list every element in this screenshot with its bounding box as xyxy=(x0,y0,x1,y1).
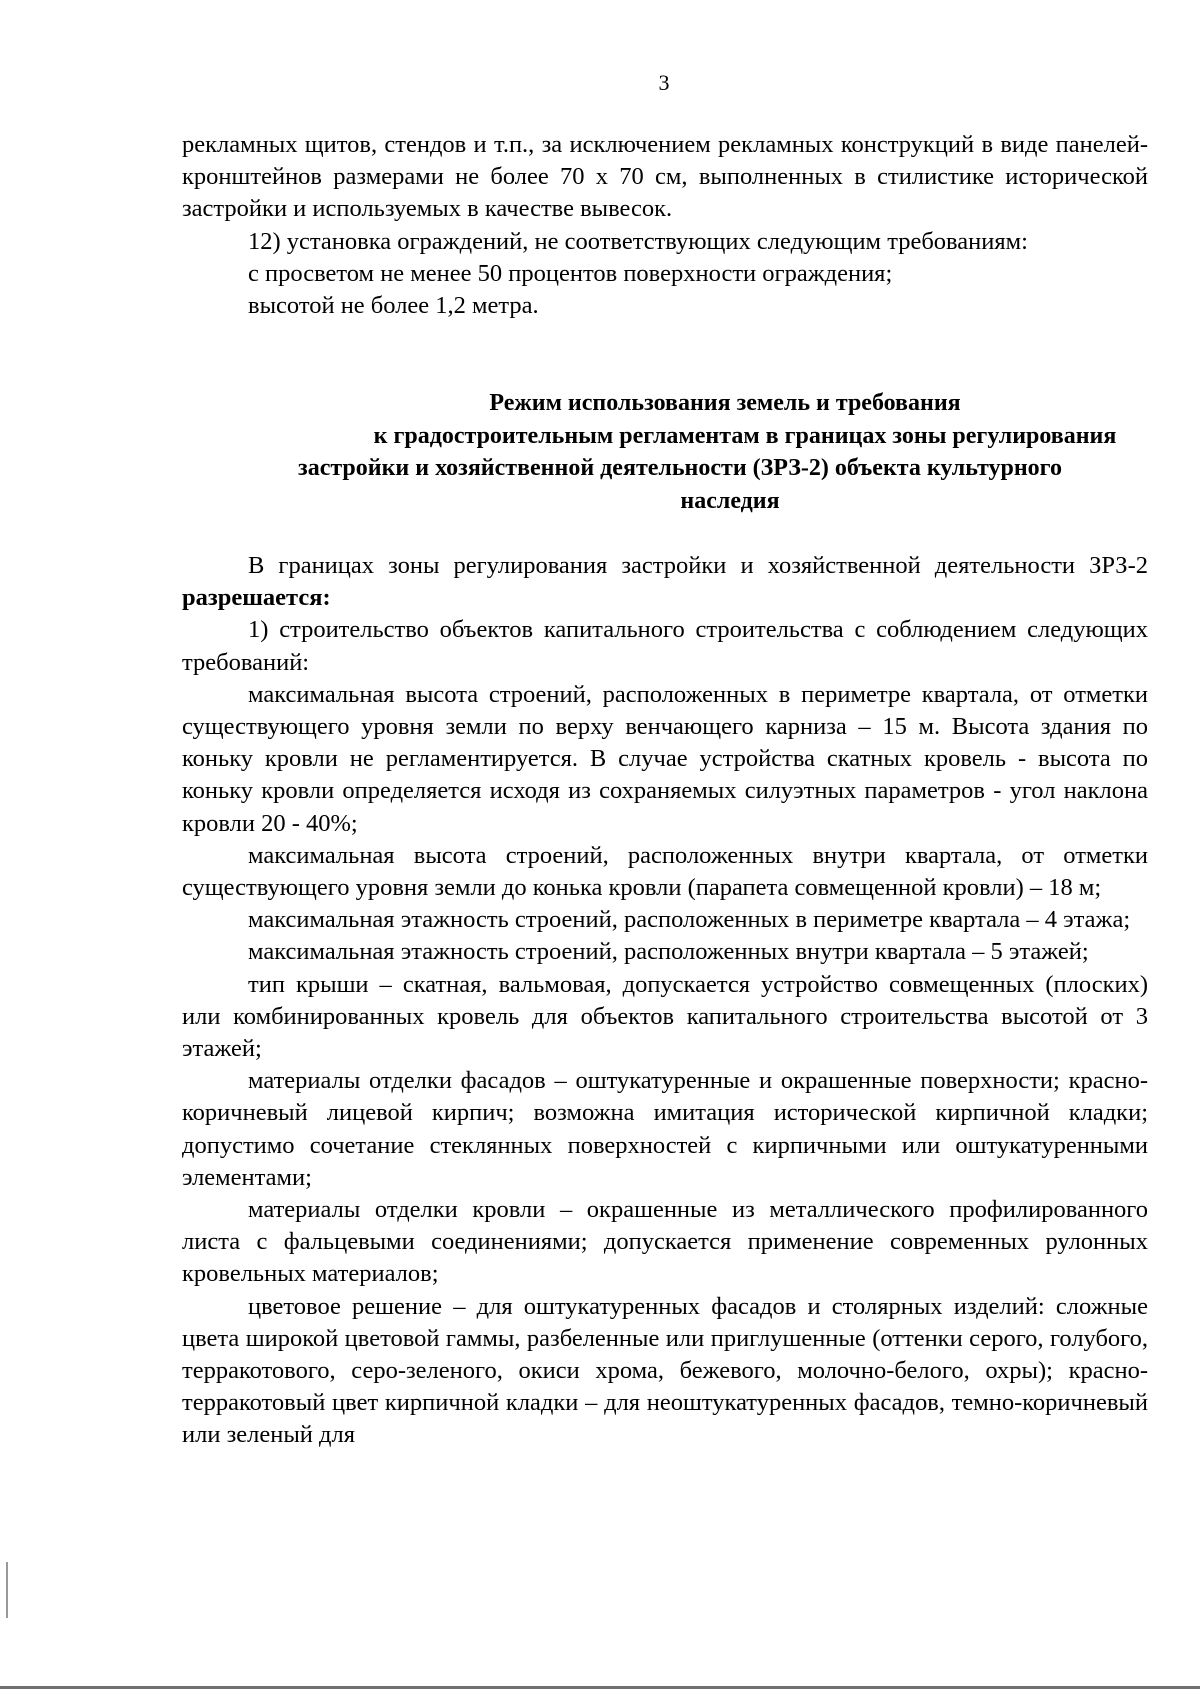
section-paragraph-3: максимальная высота строений, расположенных внутри квартала, от отметки существующего уровня земли до конька кровли (парапета совмещенной кровли) – 18 м; xyxy=(182,841,1148,902)
page-bottom-edge xyxy=(0,1686,1200,1689)
section-heading xyxy=(200,387,1160,517)
page-number: 3 xyxy=(658,70,670,95)
section-paragraph-5: максимальная этажность строений, расположенных внутри квартала – 5 этажей; xyxy=(248,938,1089,966)
section-heading-line-4: наследия xyxy=(680,487,780,514)
section-paragraph-7: материалы отделки фасадов – оштукатуренные и окрашенные поверхности; красно-коричневый лицевой кирпич; возможна имитация исторической кирпичной кладки; допустимо сочетание стеклянных поверхностей с кирпичными или оштукатуренными элементами; xyxy=(182,1067,1148,1191)
section-intro-text: В границах зоны регулирования застройки и хозяйственной деятельности ЗРЗ-2 xyxy=(248,552,1148,579)
section-paragraph-4: максимальная этажность строений, расположенных в периметре квартала – 4 этажа; xyxy=(248,906,1131,934)
intro-paragraph-4: высотой не более 1,2 метра. xyxy=(248,292,539,320)
intro-paragraph-2: 12) установка ограждений, не соответствующих следующим требованиям: xyxy=(248,227,1028,255)
scan-edge-mark xyxy=(6,1562,8,1618)
section-paragraph-9: цветовое решение – для оштукатуренных фасадов и столярных изделий: сложные цвета широкой цветовой гаммы, разбеленные или приглушенные (оттенки серого, голубого, терракотового, серо-зеленого, окиси хрома, бежевого, молочно-белого, охры); красно-терракотовый цвет кирпичной кладки – для неоштукатуренных фасадов, темно-коричневый или зеленый для xyxy=(182,1292,1148,1449)
intro-paragraph-3: с просветом не менее 50 процентов поверхности ограждения; xyxy=(248,259,893,287)
section-heading-line-1: Режим использования земель и требования xyxy=(489,390,961,416)
section-heading-line-2: к градостроительным регламентам в границах зоны регулирования xyxy=(373,422,1117,449)
section-paragraph-8: материалы отделки кровли – окрашенные из металлического профилированного листа с фальцевыми соединениями; допускается применение современных рулонных кровельных материалов; xyxy=(182,1196,1148,1288)
section-paragraph-1: 1) строительство объектов капитального строительства с соблюдением следующих требований: xyxy=(182,616,1148,676)
section-heading-line-3: застройки и хозяйственной деятельности (ЗРЗ-2) объекта культурного xyxy=(298,455,1062,481)
section-text-block xyxy=(182,550,1148,1452)
intro-paragraph-1: рекламных щитов, стендов и т.п., за исключением рекламных конструкций в виде панелей-кронштейнов размерами не более 70 х 70 см, выполненных в стилистике исторической застройки и используемых в качестве вывесок. xyxy=(182,131,1148,223)
section-paragraph-2: максимальная высота строений, расположенных в периметре квартала, от отметки существующего уровня земли по верху венчающего карниза – 15 м. Высота здания по коньку кровли не регламентируется. В случае устройства скатных кровель - высота по коньку кровли определяется исходя из сохраняемых силуэтных параметров - угол наклона кровли 20 - 40%; xyxy=(182,680,1148,837)
intro-text-block xyxy=(182,129,1148,322)
section-paragraph-6: тип крыши – скатная, вальмовая, допускается устройство совмещенных (плоских) или комбинированных кровель для объектов капитального строительства высотой от 3 этажей; xyxy=(182,970,1148,1063)
section-intro-bold: разрешается: xyxy=(182,584,331,612)
section-intro-paragraph xyxy=(182,550,1148,614)
